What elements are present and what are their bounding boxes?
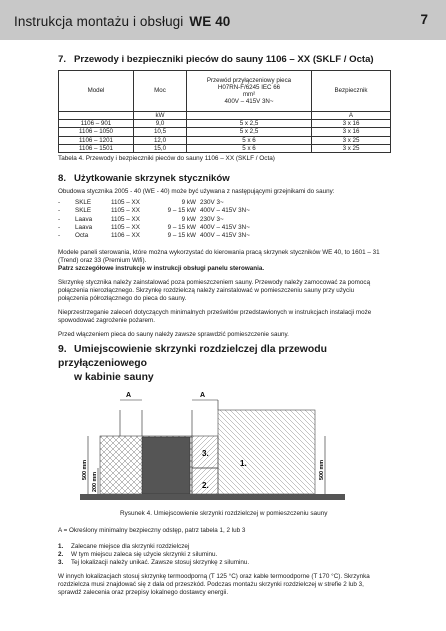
dim-500-right: 500 mm [319,459,325,480]
heater-code: 1106 – XX [111,232,140,240]
figure-caption: Rysunek 4. Umiejscowienie skrzynki rozdzielczej w pomieszczeniu sauny [120,510,328,517]
installation-paragraph [58,279,408,303]
table-row [59,136,391,144]
page-number: 7 [420,12,428,27]
header-cable-line1: Przewód przyłączeniowy pieca [206,76,292,84]
cell-power: 15,0 [134,144,187,152]
cell-cable: 5 x 6 [187,136,312,144]
item-number: 2. [58,551,64,559]
heater-name: SKLE [75,207,92,215]
control-panel-paragraph [58,249,408,273]
header-cable-line2: H07RN-F/6245 IEC 66 [217,83,281,91]
zone-2-label: 2. [202,481,209,490]
list-item [58,232,280,240]
section-7-number: 7. [58,54,67,65]
cable-fuse-table [58,70,391,153]
paragraph-line: Skrzynkę stycznika należy zainstalować poza pomieszczeniem sauny. Przewody należy zamocować za pomocą [58,279,371,286]
unit-fuse: A [312,112,391,120]
heater-power: 9 kW [181,215,196,223]
list-item [58,199,280,207]
cell-fuse: 3 x 16 [312,120,391,128]
cell-power: 12,0 [134,136,187,144]
header-model: Model [59,71,134,112]
paragraph-line: spowodować zagrożenie pożarem. [58,317,155,325]
section-8-number: 8. [58,173,67,184]
cell-model: 1106 – 901 [59,120,134,128]
item-number: 3. [58,559,64,567]
heater-block [142,437,190,494]
heater-power: 9 – 15 kW [167,207,196,215]
list-bullet: - [58,215,61,223]
dim-a-left: A [126,392,132,399]
paragraph-line: sprawdź zalecenia oraz przepisy lokalnego dostawcy energii. [58,589,229,597]
paragraph-line: rozdzielcza musi znajdować się z dala od przeszkód. Podczas montażu skrzynki rozdzielczej w strefie 2 lub 3, [58,581,364,589]
header-fuse: Bezpiecznik [312,71,391,112]
heater-code: 1105 – XX [111,215,140,223]
zone-list [58,543,249,567]
table-row [59,128,391,136]
list-bullet: - [58,223,61,231]
header-title [14,14,230,29]
list-item [58,207,280,215]
heater-voltage: 400V – 415V 3N~ [200,223,250,231]
fire-warning-paragraph [58,309,408,325]
check-sauna-paragraph: Przed włączeniem pieca do sauny należy zawsze sprawdzić pomieszczenie sauny. [58,331,289,338]
item-text: Tej lokalizacji należy unikać. Zawsze stosuj skrzynkę z siluminu. [71,559,250,567]
model-name: WE 40 [189,14,231,29]
list-bullet: - [58,232,61,240]
heater-name: Laava [75,215,93,223]
paragraph-line: połączenia nierozłącznego. Skrzynkę rozdzielczą należy zainstalować w pomieszczeniu sauny przy użyciu [58,287,355,295]
section-7-title: Przewody i bezpieczniki pieców do sauny 1106 – XX (SKLF / Octa) [74,54,374,65]
list-item [58,559,249,567]
unit-model [59,112,134,120]
zone-1-area [218,410,315,494]
page-header [0,0,446,40]
list-bullet: - [58,199,61,206]
cell-fuse: 3 x 25 [312,144,391,152]
item-number: 1. [58,543,64,550]
heater-name: Octa [75,232,89,240]
bold-note: Patrz szczegółowe instrukcje w instrukcji obsługi panelu sterowania. [58,265,265,273]
section-8-heading [58,173,230,184]
header-cable [187,71,312,112]
heater-voltage: 400V – 415V 3N~ [200,232,250,240]
list-item [58,551,249,559]
heater-power: 9 – 15 kW [167,223,196,231]
list-item [58,543,249,551]
heater-power: 9 – 15 kW [167,232,196,240]
paragraph-line: Nieprzestrzeganie zaleceń dotyczących minimalnych prześwitów przedstawionych w instrukcjach instalacji może [58,309,372,316]
a-note: A = Określony minimalny bezpieczny odstęp, patrz tabela 1, 2 lub 3 [58,527,246,534]
sauna-zones-figure [80,380,345,508]
table-row [59,144,391,152]
section-9-title-line1: Umiejscowienie skrzynki rozdzielczej dla przewodu przyłączeniowego [58,344,327,369]
dim-500-left: 500 mm [82,459,88,480]
heater-name: Laava [75,223,93,231]
cell-power: 10,5 [134,128,187,136]
header-power: Moc [134,71,187,112]
item-text: W tym miejscu zaleca się użycie skrzynki z siluminu. [71,551,218,559]
heater-list [58,199,280,240]
table-caption: Tabela 4. Przewody i bezpieczniki pieców do sauny 1106 – XX (SKLF / Octa) [58,155,275,162]
list-bullet: - [58,207,61,215]
heater-voltage: 230V 3~ [200,215,224,223]
heater-code: 1105 – XX [111,223,140,231]
paragraph-line: (Trend) oraz 33 (Premium Wifi). [58,257,147,265]
list-item [58,216,280,224]
dim-200: 200 mm [92,471,98,492]
unit-power: kW [134,112,187,120]
item-text: Zalecane miejsce dla skrzynki rozdzielczej [71,543,190,550]
section-8-title: Użytkowanie skrzynek styczników [74,173,230,184]
zone-3-label: 3. [202,449,209,458]
cell-cable: 5 x 6 [187,144,312,152]
heater-voltage: 400V – 415V 3N~ [200,207,250,215]
heater-name: SKLE [75,199,92,206]
section-7-heading [58,54,374,65]
section-9-heading [58,343,418,385]
heater-code: 1105 – XX [111,199,140,206]
paragraph-line: W innych lokalizacjach stosuj skrzynkę termoodporną (T 125 °C) oraz kable termoodporne (T 170 °C). Skrzynka [58,573,370,580]
header-cable-line4: 400V – 415V 3N~ [224,98,274,106]
section-9-title-line2: w kabinie sauny [74,372,154,383]
heater-code: 1105 – XX [111,207,140,215]
floor-line [80,494,345,500]
heater-voltage: 230V 3~ [200,199,224,206]
cell-model: 1106 – 1201 [59,136,134,144]
cell-power: 9,0 [134,120,187,128]
table-unit-row [59,112,391,120]
table-header-row [59,71,391,112]
section-8-intro: Obudowa stycznika 2005 - 40 (WE - 40) może być używana z następującymi grzejnikami do sauny: [58,188,335,195]
unit-cable [187,112,312,120]
dim-a-right: A [200,392,206,399]
cell-model: 1106 – 1050 [59,128,134,136]
header-cable-line3: mm² [242,91,256,98]
cell-fuse: 3 x 16 [312,128,391,136]
list-item [58,224,280,232]
table-row [59,120,391,128]
paragraph-line: Modele paneli sterowania, które można wykorzystać do kierowania pracą skrzynek styczników WE 40, to 1601 – 31 [58,249,380,256]
section-9-number: 9. [58,344,67,355]
cell-model: 1106 – 1501 [59,144,134,152]
cell-cable: 5 x 2,5 [187,128,312,136]
manual-title: Instrukcja montażu i obsługi [14,14,184,29]
zone-1-label: 1. [240,459,247,468]
cell-cable: 5 x 2,5 [187,120,312,128]
final-paragraph [58,573,418,597]
cell-fuse: 3 x 25 [312,136,391,144]
paragraph-line: połączenia półrozłącznego do pieca do sauny. [58,295,187,303]
heater-power: 9 kW [181,199,196,206]
